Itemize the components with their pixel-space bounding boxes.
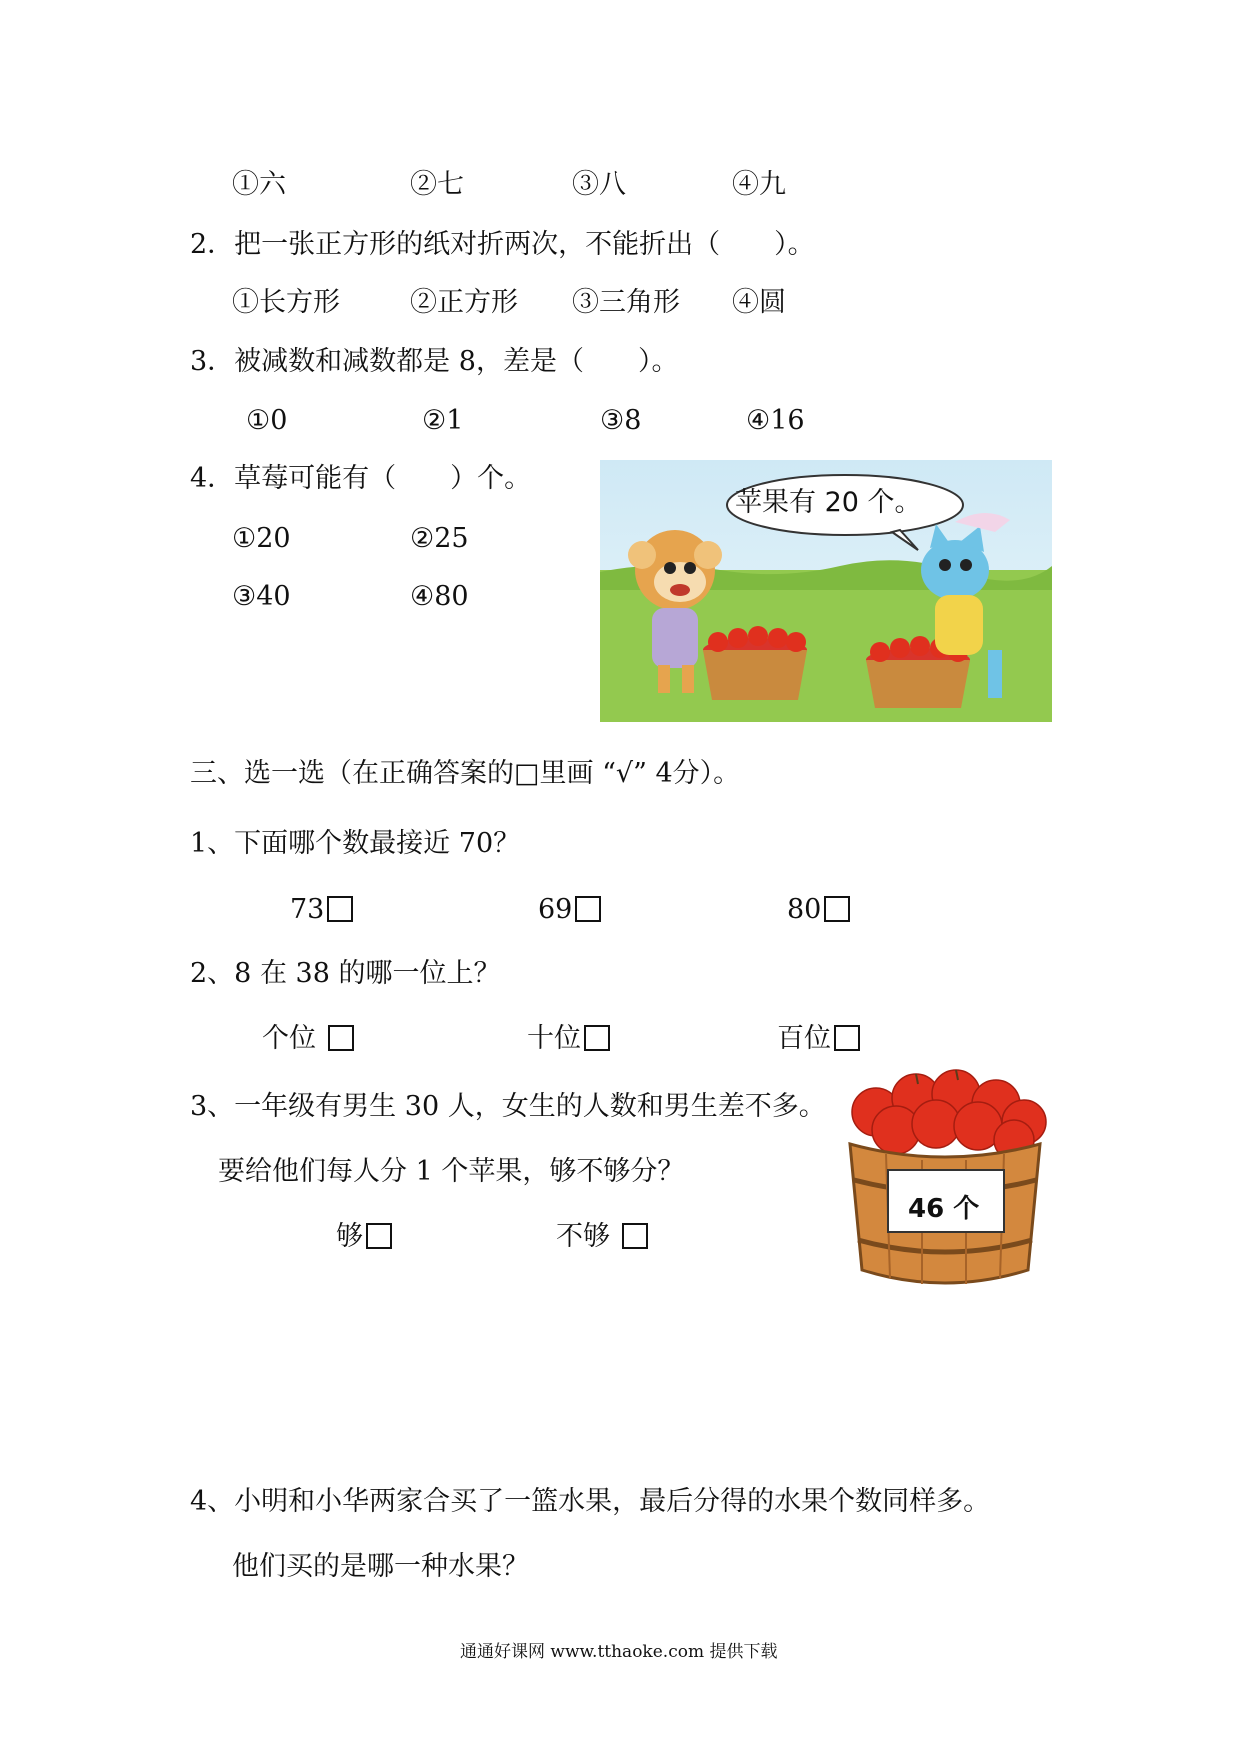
q2-option-4: ④圆 [732,287,786,318]
s3-q2-option-hundreds[interactable]: 百位 [777,1022,860,1056]
q3-option-4: ④16 [746,405,805,436]
footer-text: 通通好课网 www.tthaoke.com 提供下载 [460,1642,778,1662]
s3-q3-option-enough[interactable]: 够 [336,1220,392,1254]
q1-option-2: ②七 [410,169,464,200]
s3-q1-option-73[interactable]: 73 [290,893,353,927]
s3-q1-option-80[interactable]: 80 [787,893,850,927]
question-2-text: 2．把一张正方形的纸对折两次，不能折出（ ）。 [190,229,815,260]
q3-option-2: ②1 [422,405,464,436]
q4-option-2: ②25 [410,523,469,554]
q2-option-3: ③三角形 [572,287,680,318]
checkbox[interactable] [834,1025,860,1051]
s3-question-4-text-2: 他们买的是哪一种水果？ [232,1551,529,1582]
q4-option-4: ④80 [410,581,469,612]
s3-question-1-text: 1、下面哪个数最接近 70？ [190,828,521,859]
question-4-text: 4．草莓可能有（ ）个。 [190,463,532,494]
q1-option-4: ④九 [732,169,786,200]
q4-option-1: ①20 [232,523,291,554]
question-3-text: 3．被减数和减数都是 8，差是（ ）。 [190,346,679,377]
s3-q2-option-tens[interactable]: 十位 [527,1022,610,1056]
speech-bubble-text: 苹果有 20 个。 [735,487,922,518]
s3-question-2-text: 2、8 在 38 的哪一位上？ [190,958,501,989]
checkbox[interactable] [328,1025,354,1051]
q3-option-3: ③8 [600,405,642,436]
s3-q1-option-69[interactable]: 69 [538,893,601,927]
apple-barrel-illustration [836,1060,1054,1296]
q4-option-3: ③40 [232,581,291,612]
s3-question-3-text-2: 要给他们每人分 1 个苹果，够不够分？ [218,1156,685,1187]
s3-q2-option-ones[interactable]: 个位 [262,1022,354,1056]
q1-option-3: ③八 [572,169,626,200]
q1-option-1: ①六 [232,169,286,200]
s3-question-4-text: 4、小明和小华两家合买了一篮水果，最后分得的水果个数同样多。 [190,1486,991,1517]
checkbox[interactable] [366,1223,392,1249]
q3-option-1: ①0 [246,405,288,436]
checkbox[interactable] [575,896,601,922]
q2-option-1: ①长方形 [232,287,340,318]
checkbox[interactable] [584,1025,610,1051]
section-3-title: 三、选一选（在正确答案的□里画 “√” 4分）。 [190,758,741,789]
checkbox[interactable] [622,1223,648,1249]
barrel-label: 46 个 [908,1194,980,1224]
checkbox[interactable] [327,896,353,922]
q2-option-2: ②正方形 [410,287,518,318]
s3-question-3-text: 3、一年级有男生 30 人，女生的人数和男生差不多。 [190,1091,826,1122]
checkbox[interactable] [824,896,850,922]
s3-q3-option-not-enough[interactable]: 不够 [556,1220,648,1254]
